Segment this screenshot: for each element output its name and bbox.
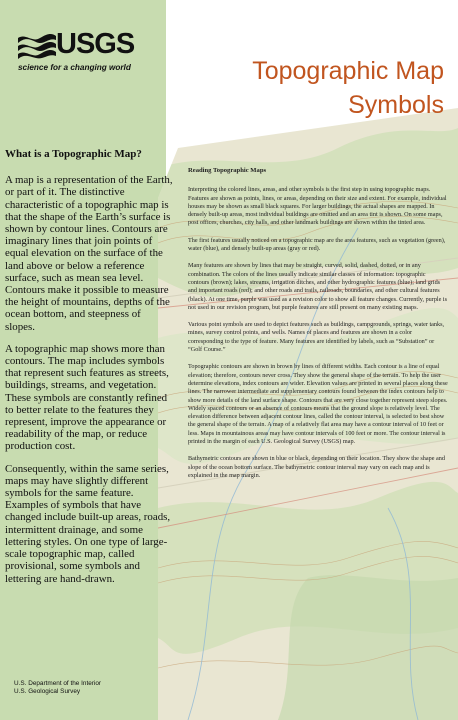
intro-heading: What is a Topographic Map? [5,148,142,160]
usgs-wave-icon [18,30,56,60]
intro-paragraph-2: A topographic map shows more than contours. The map includes symbols that represent such features as streets, buildings, streams, and vegetation. These symbols are constantly refined to better relate to the features they represent, improve the appearance or readability of the map, or reduce production cost. [5,342,169,453]
agency-footer [14,680,164,696]
page-title [174,54,444,122]
title-line-1: Topographic Map [252,57,444,85]
footer-department: U.S. Department of the Interior [14,680,102,687]
reading-paragraph-4: Various point symbols are used to depict features such as buildings, campgrounds, springs, water tanks, mines, survey control points, and wells. Names of places and features are shown in a color corresponding to the type of feature. Many features are identified by labels, such as “Substation” or “Golf Course.” [188,321,445,354]
intro-paragraph-1: A map is a representation of the Earth, or part of it. The distinctive characteristic of a topographic map is that the shape of the Earth’s surface is shown by contour lines. Contours are imaginary lines that join points of equal elevation on the surface of the land above or below a reference surface, such as mean sea level. Contours make it possible to measure the height of mountains, depths of the ocean bottom, and steepness of slopes. [5,174,173,333]
reading-heading: Reading Topographic Maps [188,167,267,174]
footer-survey: U.S. Geological Survey [14,688,81,695]
logo-tagline: science for a changing world [18,63,131,72]
reading-paragraph-6: Bathymetric contours are shown in blue or black, depending on their location. They show the shape and slope of the ocean bottom surface. The bathymetric contour interval may vary on each map and is explained in the map margin. [188,455,445,479]
title-line-2: Symbols [348,91,444,119]
logo-wordmark: USGS [56,28,135,60]
reading-paragraph-1: Interpreting the colored lines, areas, and other symbols is the first step in using topographic maps. Features are shown as points, lines, or areas, depending on their size and extent. For example, individual houses may be shown as small black squares. For larger buildings, the actual shapes are mapped. In densely built-up areas, most individual buildings are omitted and an area tint is shown. On some maps, post offices, churches, city halls, and other landmark buildings are shown within the tinted area. [188,186,447,227]
intro-column [5,148,173,595]
intro-paragraph-3: Consequently, within the same series, maps may have slightly different symbols for the same feature. Examples of symbols that have changed include built-up areas, roads, intermittent drainage, and some lettering styles. On one type of large-scale topographic map, called provisional, some symbols and lettering are hand-drawn. [5,462,171,585]
reading-paragraph-3: Many features are shown by lines that may be straight, curved, solid, dashed, dotted, or in any combination. The colors of the lines usually indicate similar classes of information: topographic contours (brown); lakes, streams, irrigation ditches, and other hydrographic features (blue); land grids and important roads (red); and other roads and trails, railroads, boundaries, and other cultural features (black). At one time, purple was used as a revision color to show all feature changes. Currently, purple is not used in our revision program, but purple features are still present on many existing maps. [188,262,448,311]
usgs-logo [14,28,164,78]
reading-paragraph-2: The first features usually noticed on a topographic map are the area features, such as vegetation (green), water (blue), and densely built-up areas (gray or red). [188,236,446,253]
reading-column [188,167,448,489]
reading-paragraph-5: Topographic contours are shown in brown by lines of different widths. Each contour is a line of equal elevation; therefore, contours never cross. They show the general shape of the terrain. To help the user determine elevations, index contours are wider. Elevation values are printed in several places along these lines. The narrower intermediate and supplementary contours found between the index contours help to show more details of the land surface shape. Contours that are very close together represent steep slopes. Widely spaced contours or an absence of contours means that the ground slope is relatively level. The elevation difference between adjacent contour lines, called the contour interval, is selected to best show the general shape of the terrain. A map of a relatively flat area may have a contour interval of 10 feet or less. Maps in mountainous areas may have contour intervals of 100 feet or more. The contour interval is printed in the margin of each U.S. Geological Survey (USGS) map. [188,363,448,446]
